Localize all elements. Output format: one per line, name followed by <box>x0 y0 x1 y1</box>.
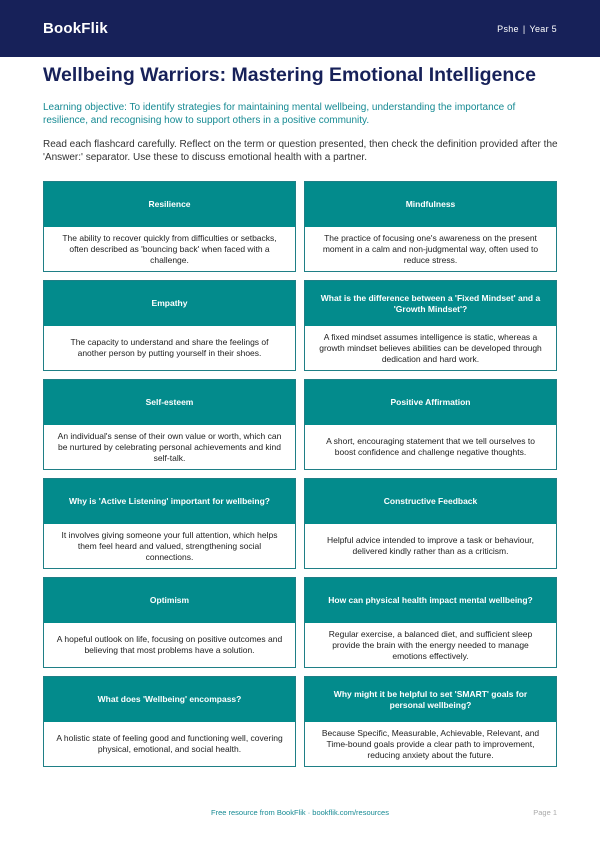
flashcard-term: Why might it be helpful to set 'SMART' goals for personal wellbeing? <box>305 677 556 722</box>
flashcard <box>43 577 296 668</box>
flashcard-term: Self-esteem <box>44 380 295 425</box>
flashcard <box>43 478 296 569</box>
flashcard <box>304 478 557 569</box>
flashcard <box>304 577 557 668</box>
flashcard-answer: The practice of focusing one's awareness on the present moment in a calm and non-judgmental way, often used to reduce stress. <box>322 232 539 265</box>
brand-logo: BookFlik <box>43 20 108 37</box>
flashcard <box>43 280 296 371</box>
flashcard-answer: It involves giving someone your full attention, which helps them feel heard and valued, strengthening social connections. <box>61 529 278 562</box>
flashcard-term: Empathy <box>44 281 295 326</box>
subject-label: Pshe <box>497 23 519 34</box>
flashcard-answer: Because Specific, Measurable, Achievable, Relevant, and Time-bound goals provide a clear path to improvement, reducing anxiety about the future. <box>321 727 540 760</box>
flashcard-term: Mindfulness <box>305 182 556 227</box>
flashcard-answer: A short, encouraging statement that we tell ourselves to boost confidence and challenge negative thoughts. <box>326 436 535 457</box>
flashcard <box>304 181 557 272</box>
flashcard-answer: A fixed mindset assumes intelligence is static, whereas a growth mindset believes abilities can be developed through dedication and hard work. <box>319 331 542 364</box>
flashcard <box>304 676 557 767</box>
flashcard <box>304 280 557 371</box>
flashcard-term: Optimism <box>44 578 295 623</box>
flashcard <box>43 181 296 272</box>
flashcard-term: Why is 'Active Listening' important for wellbeing? <box>44 479 295 524</box>
flashcard-answer: A holistic state of feeling good and functioning well, covering physical, emotional, and social health. <box>56 733 283 754</box>
learning-objective: Learning objective: To identify strategies for maintaining mental wellbeing, understanding the importance of resilience, and recognising how to support others in a positive community. <box>43 102 516 126</box>
year-label: Year 5 <box>529 23 557 34</box>
flashcard-term: Constructive Feedback <box>305 479 556 524</box>
flashcard-answer: Regular exercise, a balanced diet, and sufficient sleep provide the brain with the energy needed to manage emotions effectively. <box>328 628 533 661</box>
top-bar <box>0 0 600 57</box>
flashcard <box>43 379 296 470</box>
flashcard-answer: The ability to recover quickly from difficulties or setbacks, often described as 'bouncing back' when faced with a challenge. <box>62 232 277 265</box>
separator: | <box>522 23 526 34</box>
flashcard-answer: The capacity to understand and share the feelings of another person by putting yourself in their shoes. <box>70 337 269 358</box>
flashcard-answer: Helpful advice intended to improve a task or behaviour, delivered kindly rather than as a criticism. <box>327 535 534 556</box>
flashcard-term: Positive Affirmation <box>305 380 556 425</box>
page-title: Wellbeing Warriors: Mastering Emotional Intelligence <box>43 64 536 86</box>
flashcard <box>304 379 557 470</box>
instructions: Read each flashcard carefully. Reflect on the term or question presented, then check the definition provided after the 'Answer:' separator. Use these to discuss emotional health with a partner. <box>43 139 558 163</box>
flashcard <box>43 676 296 767</box>
flashcard-term: Resilience <box>44 182 295 227</box>
flashcard-answer: A hopeful outlook on life, focusing on positive outcomes and believing that most problems have a solution. <box>56 634 283 655</box>
flashcard-term: What does 'Wellbeing' encompass? <box>44 677 295 722</box>
subject-year <box>497 24 557 34</box>
flashcard-grid <box>43 181 557 767</box>
page-number: Page 1 <box>533 808 557 817</box>
flashcard-term: How can physical health impact mental wellbeing? <box>305 578 556 623</box>
flashcard-term: What is the difference between a 'Fixed Mindset' and a 'Growth Mindset'? <box>305 281 556 326</box>
flashcard-answer: An individual's sense of their own value or worth, which can be nurtured by celebrating personal achievements and kind self-talk. <box>57 430 282 463</box>
footer-link[interactable]: Free resource from BookFlik · bookflik.com/resources <box>211 808 389 817</box>
